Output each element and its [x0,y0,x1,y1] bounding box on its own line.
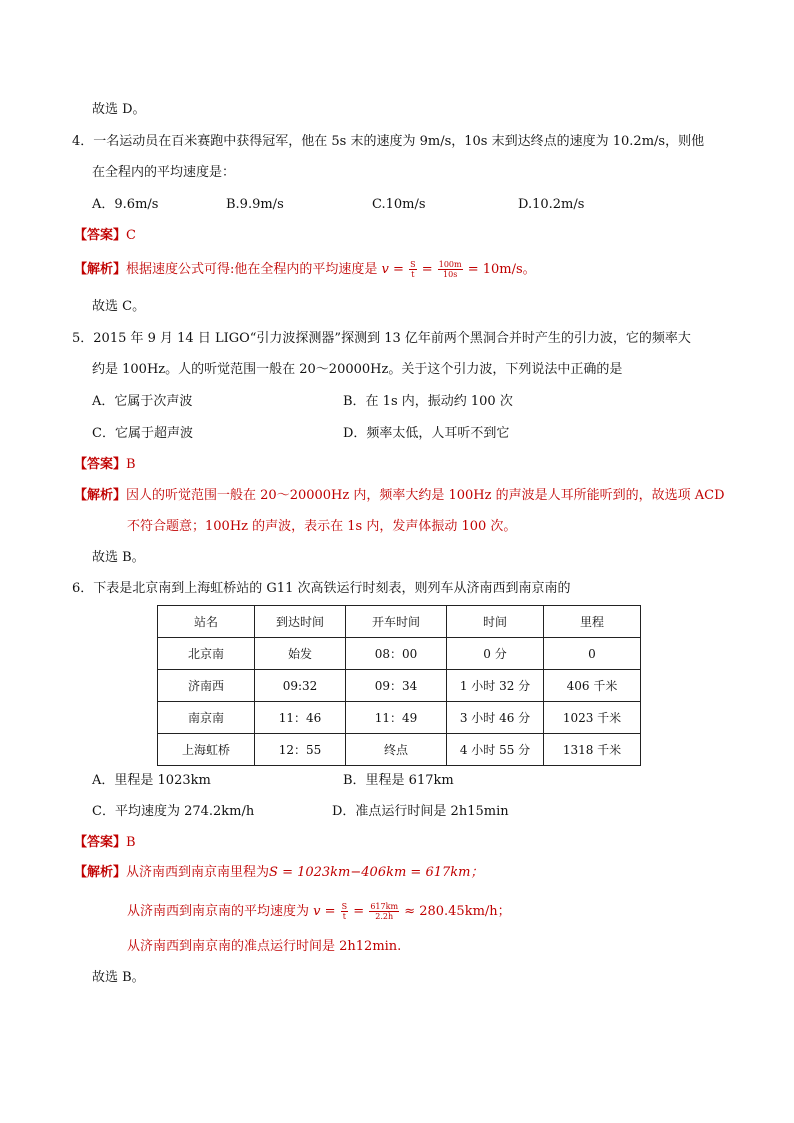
q4-formula-eq: = [421,262,433,277]
q6-answer [74,834,136,852]
table-cell: 济南西 [158,670,255,702]
table-cell: 1023 千米 [544,702,641,734]
q6-stem [72,580,570,598]
table-row [158,734,641,766]
train-schedule-table [157,605,641,766]
table-header-cell: 开车时间 [346,606,447,638]
table-cell: 1 小时 32 分 [447,670,544,702]
table-header-cell: 到达时间 [255,606,346,638]
q4-option-d: D.10.2m/s [518,197,585,212]
q4-option-a: A．9.6m/s [92,197,159,212]
q6-option-d: D．准点运行时间是 2h15min [332,804,509,819]
table-cell: 0 分 [447,638,544,670]
q6-formula-lhs: v = [313,904,336,919]
q5-number: 5． [72,331,94,346]
table-cell: 始发 [255,638,346,670]
q6-conclusion: 故选 B。 [92,970,145,985]
table-header-cell: 时间 [447,606,544,638]
q6-analysis-formula1: S = 1023km−406km = 617km； [269,865,484,880]
table-cell: 12：55 [255,734,346,766]
q4-stem-line2: 在全程内的平均速度是： [92,165,236,180]
q4-answer-tag: 【答案】 [74,228,127,243]
q5-stem-text1: 2015 年 9 月 14 日 LIGO“引力波探测器”探测到 13 亿年前两个黑洞合并时产生的引力波，它的频率大 [93,331,691,346]
q4-analysis [74,260,536,279]
table-cell: 0 [544,638,641,670]
q5-option-b: B．在 1s 内，振动约 100 次 [343,394,513,409]
q4-stem-text1: 一名运动员在百米赛跑中获得冠军，他在 5s 末的速度为 9m/s，10s 末到达终点的速度为 10.2m/s，则他 [93,134,705,149]
q4-stem-line1 [72,133,704,151]
q5-analysis-line1 [74,487,725,505]
q4-option-c: C.10m/s [372,197,426,212]
q6-answer-tag: 【答案】 [74,835,127,850]
q4-f1-den: t [411,270,415,279]
q6-option-b: B．里程是 617km [343,773,454,788]
q6-f2-den: 2.2h [375,912,394,921]
table-cell: 08：00 [346,638,447,670]
q4-number: 4． [72,134,94,149]
q4-option-b: B.9.9m/s [226,197,284,212]
q5-stem-line1 [72,330,691,348]
table-header-row [158,606,641,638]
q5-option-a: A．它属于次声波 [92,394,193,409]
q4-formula-fraction1 [409,260,416,279]
q4-formula-lhs: v = [381,262,404,277]
q6-analysis-line1 [74,864,483,882]
q6-f1-num: S [341,902,348,911]
table-cell: 3 小时 46 分 [447,702,544,734]
table-row [158,702,641,734]
table-cell: 09:32 [255,670,346,702]
table-row [158,638,641,670]
table-cell: 终点 [346,734,447,766]
q6-stem-text: 下表是北京南到上海虹桥站的 G11 次高铁运行时刻表，则列车从济南西到南京南的 [93,581,571,596]
q6-formula-result: ≈ 280.45km/h； [404,904,511,919]
q4-f1-num: S [410,260,416,269]
table-header-cell: 里程 [544,606,641,638]
q4-conclusion: 故选 C。 [92,299,146,314]
q6-formula-fraction2 [369,902,399,921]
q5-answer [74,456,136,474]
q4-analysis-text: 根据速度公式可得:他在全程内的平均速度是 [126,262,378,277]
q5-answer-value: B [126,457,136,472]
q5-analysis-line2: 不符合题意；100Hz 的声波，表示在 1s 内，发声体振动 100 次。 [127,519,517,534]
table-cell: 1318 千米 [544,734,641,766]
q4-answer [74,227,136,245]
q5-conclusion: 故选 B。 [92,550,145,565]
q6-option-a: A．里程是 1023km [92,773,211,788]
q6-number: 6． [72,581,94,596]
q4-formula-fraction2 [438,260,463,279]
q4-f2-num: 100m [438,260,462,269]
q3-conclusion: 故选 D。 [92,102,146,117]
table-cell: 北京南 [158,638,255,670]
table-cell: 406 千米 [544,670,641,702]
table-cell: 上海虹桥 [158,734,255,766]
q6-analysis-line2 [127,902,511,921]
table-cell: 南京南 [158,702,255,734]
q6-analysis-text2: 从济南西到南京南的平均速度为 [127,904,310,919]
q6-f2-num: 617km [370,902,399,911]
table-row [158,670,641,702]
table-cell: 4 小时 55 分 [447,734,544,766]
q6-analysis-tag: 【解析】 [74,865,127,880]
table-cell: 11：49 [346,702,447,734]
q6-option-c: C．平均速度为 274.2km/h [92,804,255,819]
table-header-cell: 站名 [158,606,255,638]
q6-analysis-line3: 从济南西到南京南的准点运行时间是 2h12min. [127,939,402,954]
q5-analysis-tag: 【解析】 [74,488,127,503]
q5-option-c: C．它属于超声波 [92,426,193,441]
q6-formula-eq: = [353,904,365,919]
q5-option-d: D．频率太低，人耳听不到它 [343,426,510,441]
q5-analysis-text1: 因人的听觉范围一般在 20～20000Hz 内，频率大约是 100Hz 的声波是人耳所能听到的，故选项 ACD [126,488,725,503]
q5-stem-line2: 约是 100Hz。人的听觉范围一般在 20～20000Hz。关于这个引力波，下列说法中正确的是 [92,362,623,377]
q6-formula-fraction1 [341,902,348,921]
table-cell: 11：46 [255,702,346,734]
q6-analysis-text1: 从济南西到南京南里程为 [126,865,270,880]
q4-analysis-tag: 【解析】 [74,262,127,277]
q6-f1-den: t [342,912,347,921]
q4-f2-den: 10s [443,270,458,279]
q6-answer-value: B [126,835,136,850]
q4-formula-result: = 10m/s。 [467,262,536,277]
q5-answer-tag: 【答案】 [74,457,127,472]
table-cell: 09：34 [346,670,447,702]
q4-answer-value: C [126,228,136,243]
